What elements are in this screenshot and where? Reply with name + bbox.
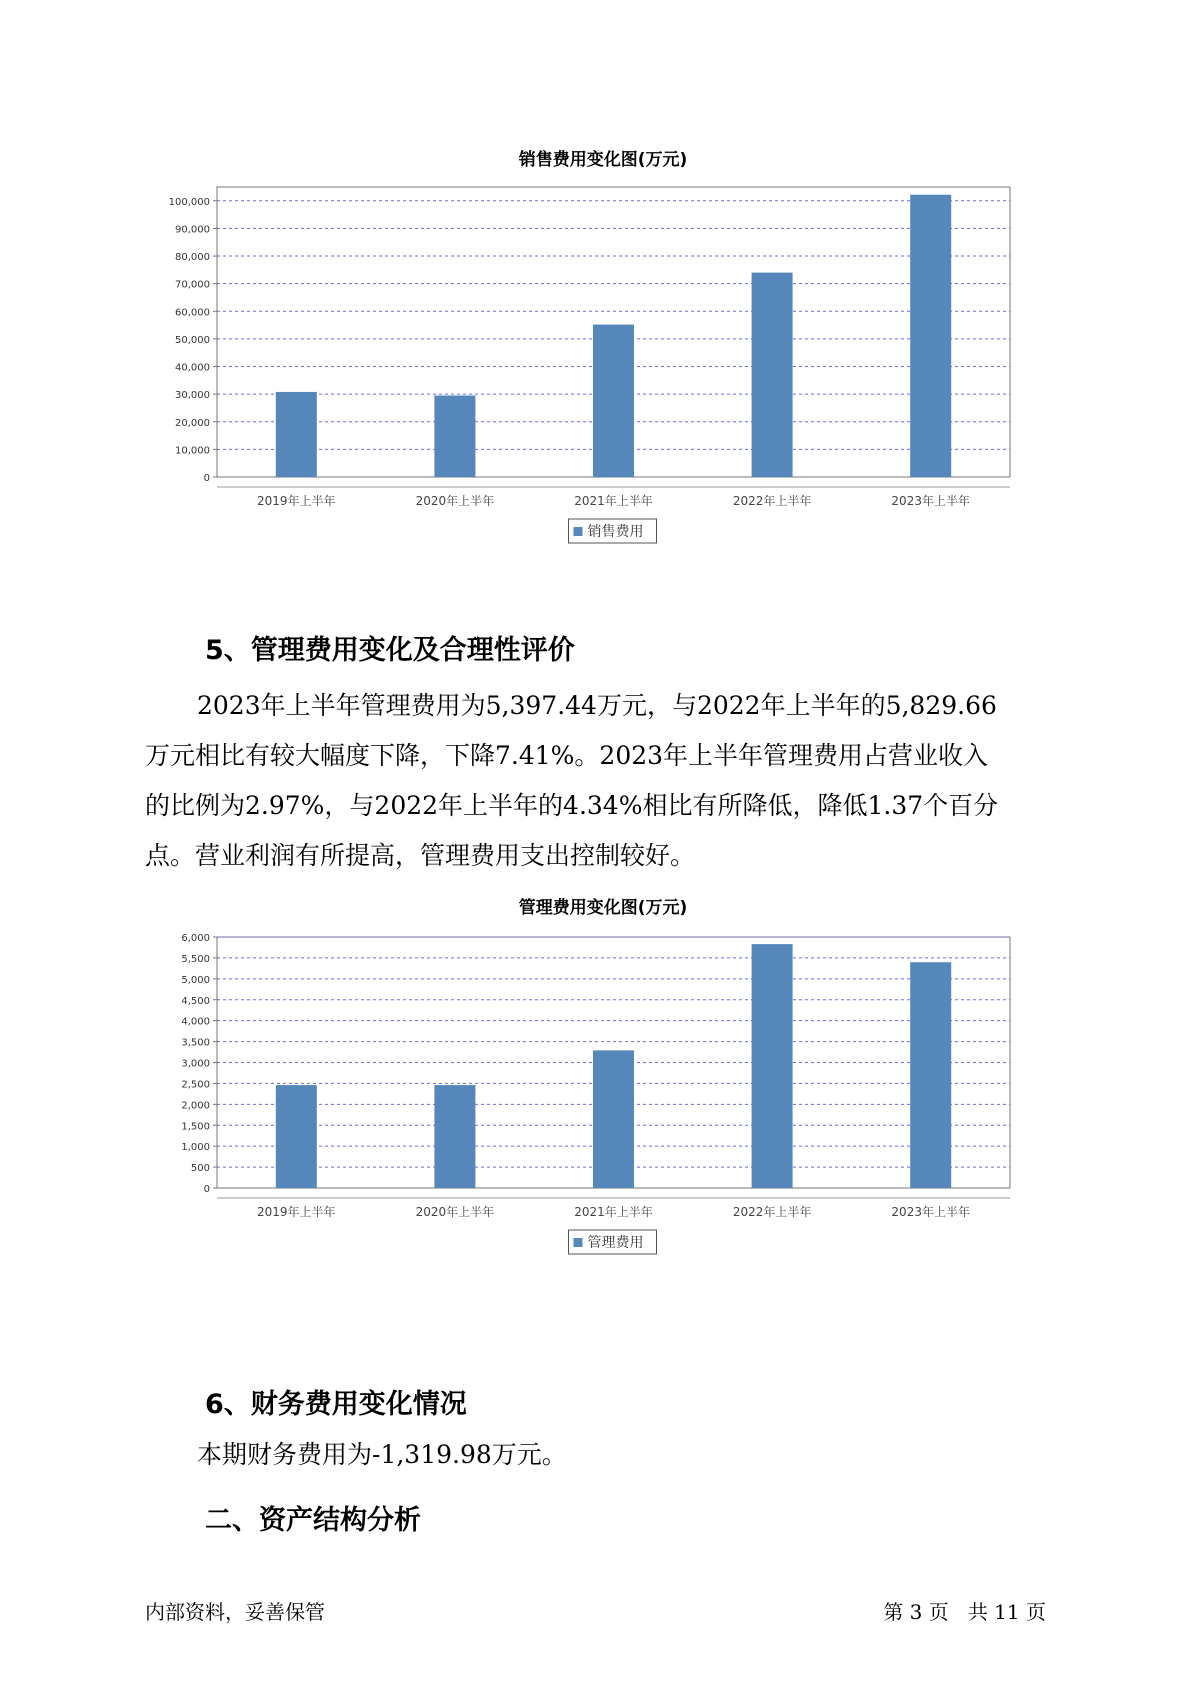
bar [752, 273, 793, 477]
y-tick-label: 1,000 [181, 1142, 210, 1154]
y-tick-label: 20,000 [175, 417, 210, 429]
chart2-title: 管理费用变化图(万元) [518, 898, 688, 918]
bar [276, 1085, 317, 1188]
y-tick-label: 0 [203, 1184, 210, 1195]
section6-text: 本期财务费用为-1,319.98万元。 [197, 1440, 567, 1469]
paragraph-line: 点。营业利润有所提高，管理费用支出控制较好。 [145, 841, 696, 870]
legend-label: 管理费用 [587, 1235, 644, 1251]
section-two-heading: 二、资产结构分析 [205, 1505, 421, 1536]
x-tick-label: 2022年上半年 [732, 494, 812, 508]
y-tick-label: 3,000 [181, 1058, 210, 1070]
y-tick-label: 4,500 [181, 995, 210, 1007]
legend-swatch [574, 527, 583, 536]
bar [910, 962, 951, 1188]
bar [593, 1050, 634, 1188]
y-tick-label: 500 [190, 1163, 210, 1175]
y-tick-label: 10,000 [175, 445, 210, 457]
admin-expense-chart [160, 925, 1030, 1365]
y-tick-label: 3,500 [181, 1037, 210, 1049]
footer-page-number: 第 3 页 共 11 页 [883, 1600, 1046, 1624]
y-tick-label: 4,000 [181, 1016, 210, 1028]
chart1-title: 销售费用变化图(万元) [518, 150, 688, 170]
paragraph-line: 的比例为2.97%，与2022年上半年的4.34%相比有所降低，降低1.37个百分 [145, 791, 999, 820]
x-tick-label: 2019年上半年 [257, 494, 336, 508]
bar [752, 944, 793, 1188]
y-tick-label: 40,000 [175, 362, 210, 374]
legend-swatch [574, 1238, 583, 1247]
bar [276, 392, 317, 477]
bar [910, 195, 951, 477]
bar [593, 325, 634, 477]
x-tick-label: 2020年上半年 [415, 494, 495, 508]
y-tick-label: 0 [203, 473, 210, 484]
x-tick-label: 2019年上半年 [257, 1205, 336, 1219]
x-tick-label: 2021年上半年 [574, 1205, 653, 1219]
y-tick-label: 70,000 [175, 279, 210, 291]
y-tick-label: 5,000 [181, 974, 210, 986]
x-tick-label: 2022年上半年 [732, 1205, 812, 1219]
y-tick-label: 80,000 [175, 252, 210, 264]
y-tick-label: 60,000 [175, 307, 210, 319]
y-tick-label: 5,500 [181, 953, 210, 965]
x-tick-label: 2023年上半年 [891, 1205, 970, 1219]
y-tick-label: 100,000 [168, 196, 210, 208]
y-tick-label: 2,000 [181, 1100, 210, 1112]
section6-heading: 6、财务费用变化情况 [205, 1389, 467, 1420]
y-tick-label: 50,000 [175, 334, 210, 346]
section5-paragraph [145, 681, 1050, 881]
y-tick-label: 2,500 [181, 1079, 210, 1091]
y-tick-label: 6,000 [181, 933, 210, 944]
sales-expense-chart [160, 175, 1030, 615]
bar [434, 396, 475, 477]
section5-heading: 5、管理费用变化及合理性评价 [205, 635, 575, 666]
x-tick-label: 2021年上半年 [574, 494, 653, 508]
bar [434, 1085, 475, 1188]
paragraph-line: 2023年上半年管理费用为5,397.44万元，与2022年上半年的5,829.66 [197, 691, 997, 720]
paragraph-line: 万元相比有较大幅度下降，下降7.41%。2023年上半年管理费用占营业收入 [145, 741, 989, 770]
legend-label: 销售费用 [587, 524, 644, 540]
x-tick-label: 2023年上半年 [891, 494, 970, 508]
y-tick-label: 30,000 [175, 390, 210, 402]
y-tick-label: 90,000 [175, 224, 210, 236]
footer-left: 内部资料，妥善保管 [145, 1600, 325, 1624]
y-tick-label: 1,500 [181, 1121, 210, 1133]
x-tick-label: 2020年上半年 [415, 1205, 495, 1219]
